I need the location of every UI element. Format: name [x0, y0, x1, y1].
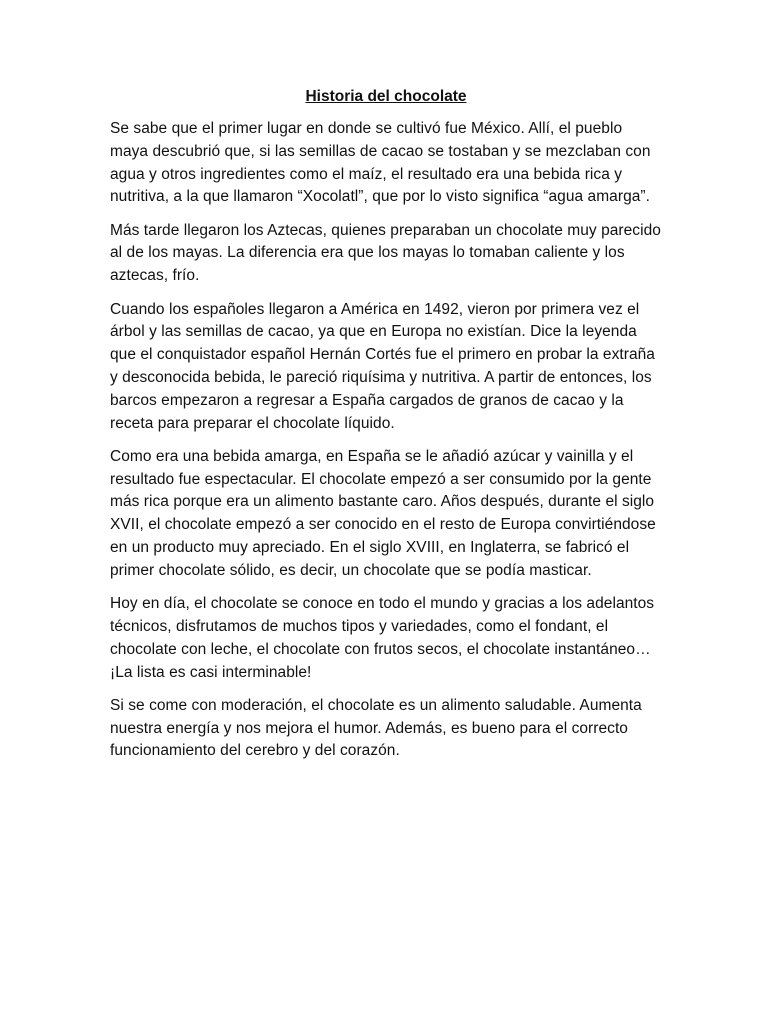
paragraph-aztecs: Más tarde llegaron los Aztecas, quienes preparaban un chocolate muy parecido al de los mayas. La diferencia era que los mayas lo tomaban caliente y los aztecas, frío.	[110, 221, 661, 285]
paragraph-spain-sugar: Como era una bebida amarga, en España se le añadió azúcar y vainilla y el resultado fue espectacular. El chocolate empezó a ser consumido por la gente más rica porque era un alimento bastante caro. Años después, durante el siglo XVII, el chocolate empezó a ser conocido en el resto de Europa convirtiéndose en un producto muy apreciado. En el siglo XVIII, en Inglaterra, se fabricó el primer chocolate sólido, es decir, un chocolate que se podía masticar.	[110, 447, 656, 579]
paragraph-health: Si se come con moderación, el chocolate es un alimento saludable. Aumenta nuestra energía y nos mejora el humor. Además, es bueno para el correcto funcionamiento del cerebro y del corazón.	[110, 696, 642, 760]
paragraph-origin-mexico: Se sabe que el primer lugar en donde se cultivó fue México. Allí, el pueblo maya descubrió que, si las semillas de cacao se tostaban y se mezclaban con agua y otros ingredientes como el maíz, el resultado era una bebida rica y nutritiva, a la que llamaron “Xocolatl”, que por lo visto significa “agua amarga”.	[110, 120, 651, 206]
document-page	[110, 86, 662, 774]
paragraph-today: Hoy en día, el chocolate se conoce en todo el mundo y gracias a los adelantos técnicos, disfrutamos de muchos tipos y variedades, como el fondant, el chocolate con leche, el chocolate con frutos secos, el chocolate instantáneo… ¡La lista es casi interminable!	[110, 595, 655, 681]
paragraph-spaniards-america: Cuando los españoles llegaron a América en 1492, vieron por primera vez el árbol y las semillas de cacao, ya que en Europa no existían. Dice la leyenda que el conquistador español Hernán Cortés fue el primero en probar la extraña y desconocida bebida, le pareció riquísima y nutritiva. A partir de entonces, los barcos empezaron a regresar a España cargados de granos de cacao y la receta para preparar el chocolate líquido.	[110, 300, 655, 432]
document-title: Historia del chocolate	[305, 88, 467, 105]
